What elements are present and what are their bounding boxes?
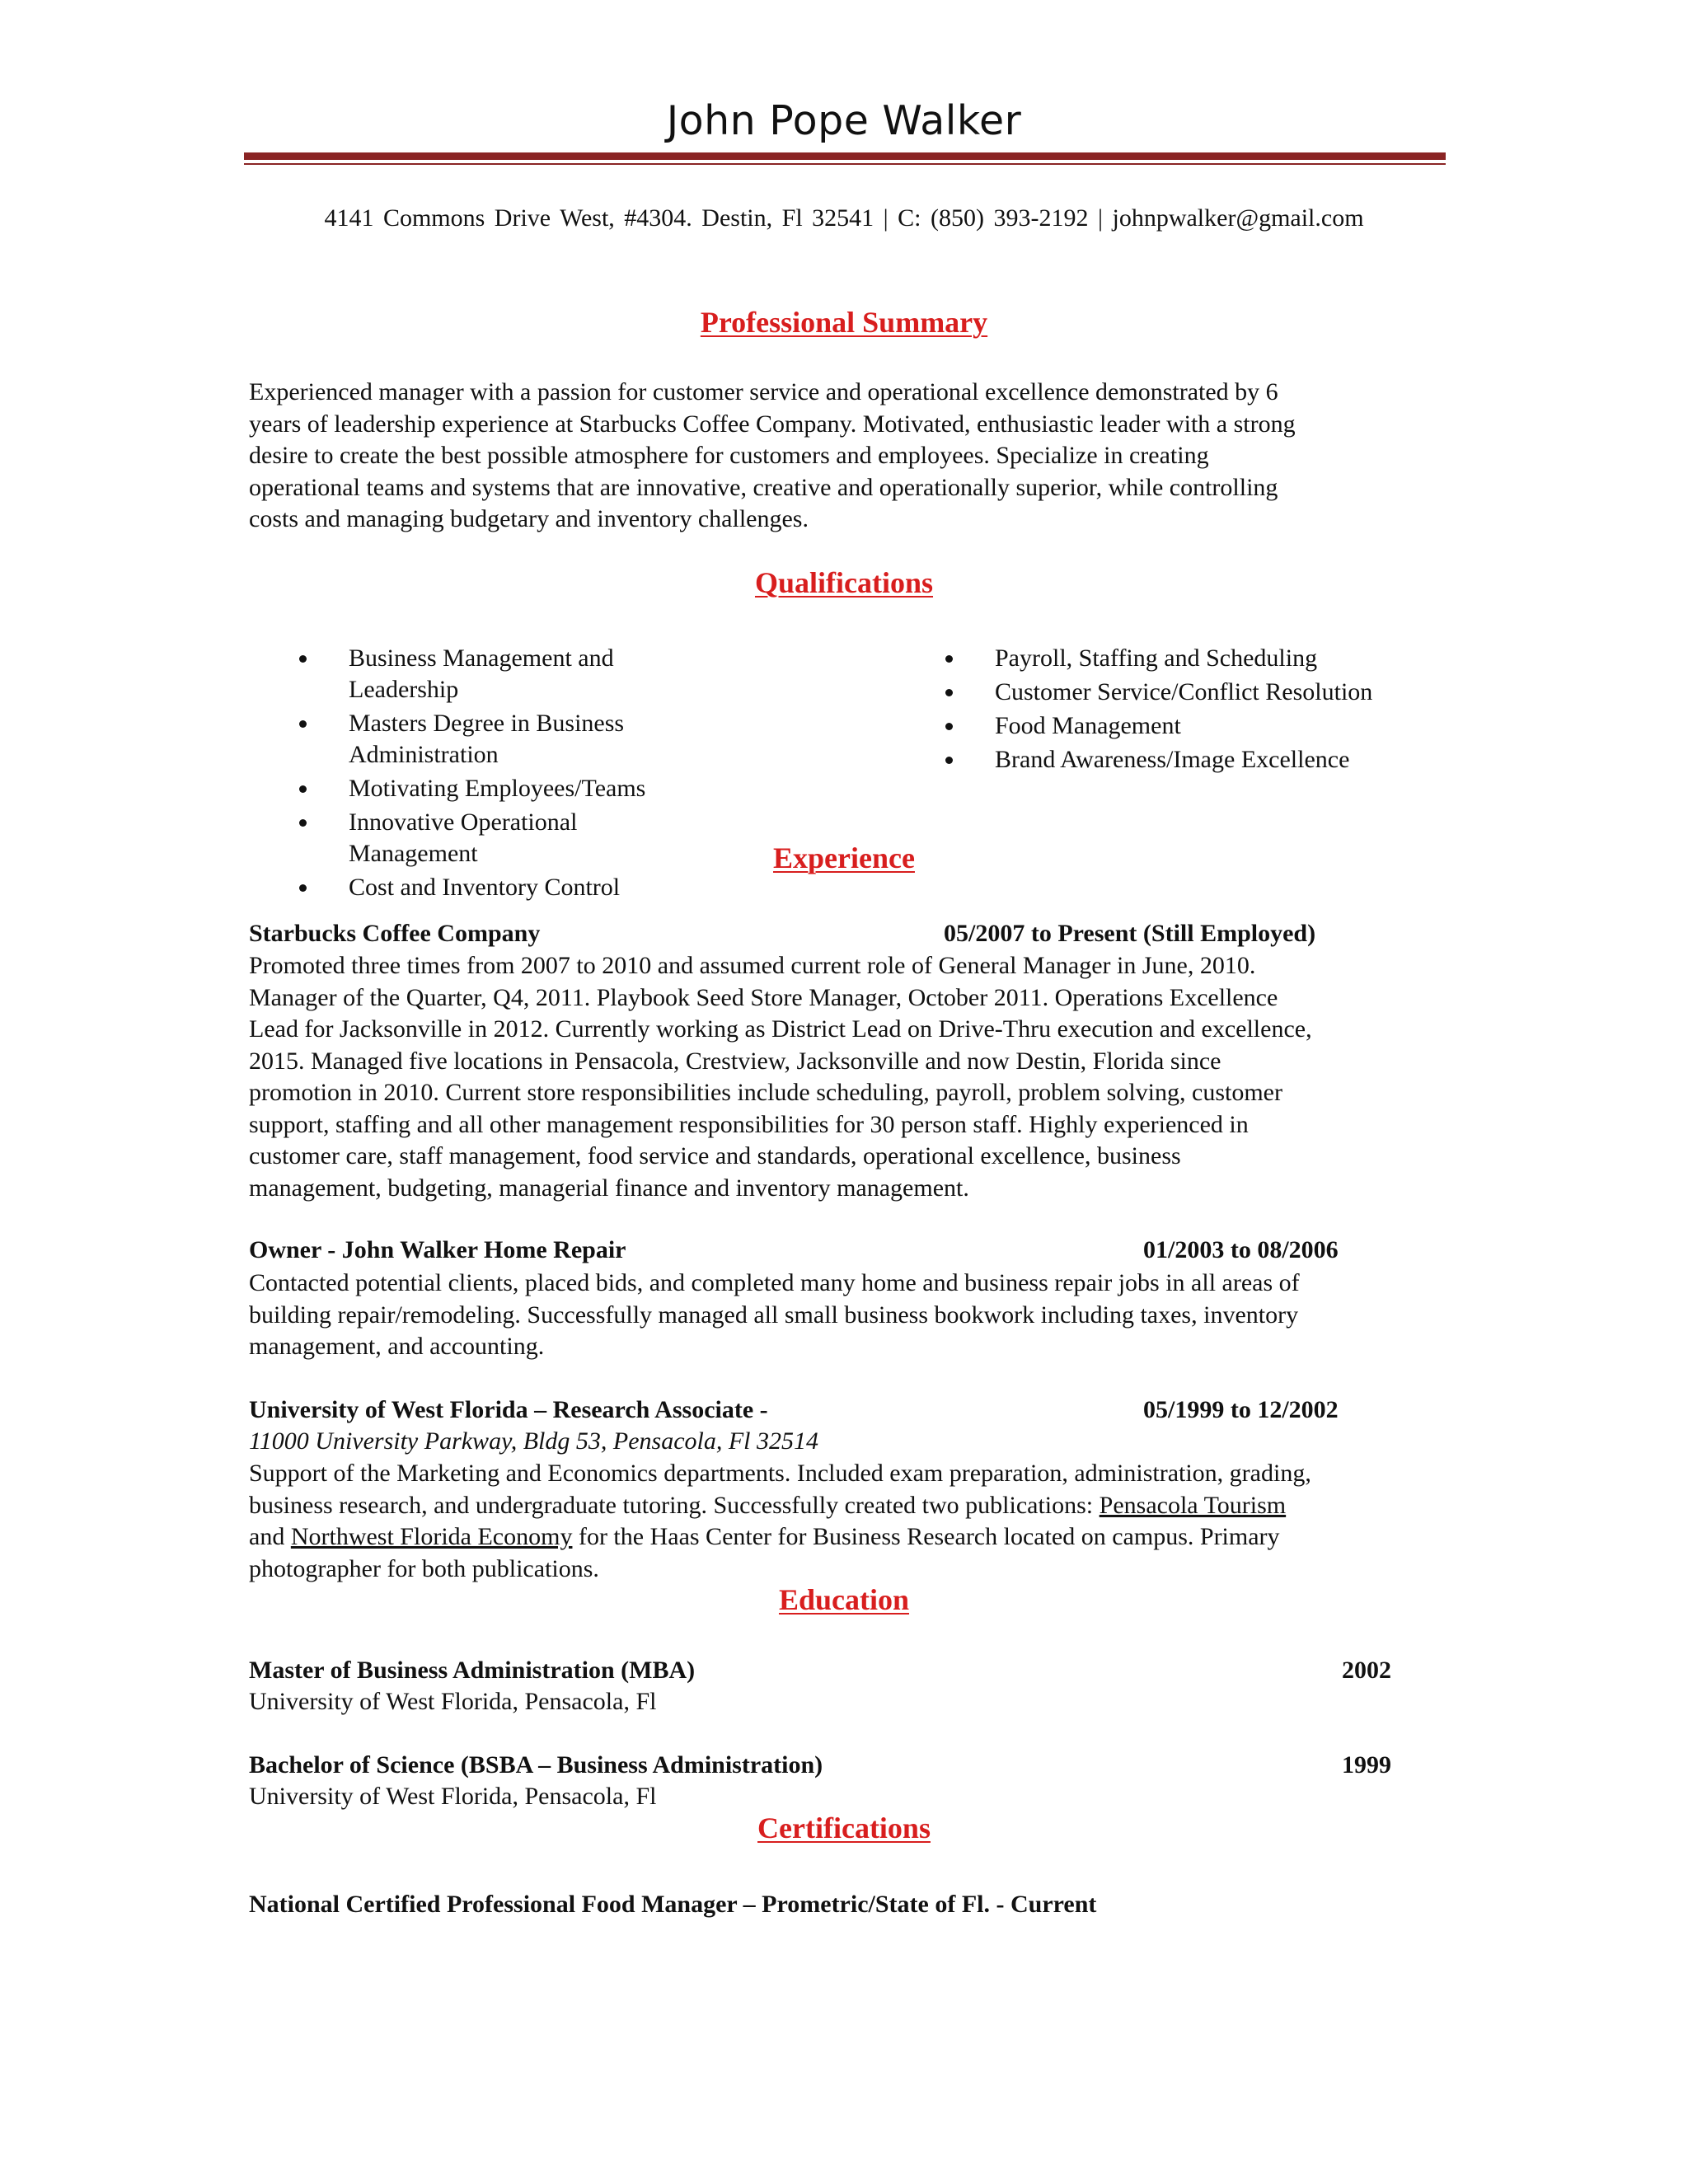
job-description xyxy=(249,1268,1444,1363)
summary-line: operational teams and systems that are innovative, creative and operationally superior, while controlling xyxy=(249,473,1278,501)
job-title: University of West Florida – Research Associate - xyxy=(249,1396,768,1423)
job-description xyxy=(249,1458,1444,1585)
job-line: Manager of the Quarter, Q4, 2011. Playbook Seed Store Manager, October 2011. Operations Excellence xyxy=(249,983,1278,1011)
job-title: Owner - John Walker Home Repair xyxy=(249,1236,626,1263)
job-line: Contacted potential clients, placed bids, and completed many home and business repair jobs in all areas of xyxy=(249,1269,1300,1296)
summary-line: Experienced manager with a passion for customer service and operational excellence demonstrated by 6 xyxy=(249,378,1278,405)
job-line: Support of the Marketing and Economics departments. Included exam preparation, administration, grading, xyxy=(249,1460,1311,1487)
bullet-icon xyxy=(945,689,953,696)
list-item: Innovative Operational Management xyxy=(299,807,687,869)
summary-paragraph xyxy=(249,377,1444,536)
job-line: support, staffing and all other management responsibilities for 30 person staff. Highly experienced in xyxy=(249,1110,1249,1138)
qualifications-list-right xyxy=(945,643,1456,778)
bullet-icon xyxy=(945,655,953,663)
job-line: 2015. Managed five locations in Pensacola, Crestview, Jacksonville and now Destin, Florida since xyxy=(249,1047,1221,1075)
certifications-heading: Certifications xyxy=(757,1811,931,1844)
publication-title: Northwest Florida Economy xyxy=(290,1523,573,1550)
summary-line: years of leadership experience at Starbucks Coffee Company. Motivated, enthusiastic leader with a strong xyxy=(249,410,1296,438)
degree-school: University of West Florida, Pensacola, Fl xyxy=(249,1688,657,1715)
list-item: Business Management and Leadership xyxy=(299,643,687,705)
job-description xyxy=(249,950,1444,1204)
job-address: 11000 University Parkway, Bldg 53, Pensacola, Fl 32514 xyxy=(249,1427,819,1455)
qualifications-heading: Qualifications xyxy=(754,566,934,599)
degree-title: Bachelor of Science (BSBA – Business Administration) xyxy=(249,1751,823,1779)
list-item: Motivating Employees/Teams xyxy=(299,773,687,804)
summary-heading: Professional Summary xyxy=(700,306,988,339)
list-item: Customer Service/Conflict Resolution xyxy=(945,677,1456,708)
bullet-icon xyxy=(945,723,953,730)
contact-line: 4141 Commons Drive West, #4304. Destin, Fl 32541 | C: (850) 393-2192 | johnpwalker@gmail.com xyxy=(324,204,1364,232)
job-line: Lead for Jacksonville in 2012. Currently working as District Lead on Drive-Thru execution and excellence, xyxy=(249,1015,1312,1043)
list-item: Masters Degree in Business Administration xyxy=(299,708,687,771)
job-dates: 05/2007 to Present (Still Employed) xyxy=(944,920,1316,947)
job-line: customer care, staff management, food service and standards, operational excellence, business xyxy=(249,1142,1181,1169)
job-line: Promoted three times from 2007 to 2010 and assumed current role of General Manager in June, 2010. xyxy=(249,952,1256,979)
list-item: Brand Awareness/Image Excellence xyxy=(945,744,1456,776)
job-title: Starbucks Coffee Company xyxy=(249,920,541,947)
candidate-name: John Pope Walker xyxy=(666,97,1022,144)
job-line: building repair/remodeling. Successfully managed all small business bookwork including taxes, inventory xyxy=(249,1301,1299,1329)
summary-line: desire to create the best possible atmosphere for customers and employees. Specialize in creating xyxy=(249,442,1209,469)
publication-title: Pensacola Tourism xyxy=(1099,1491,1287,1519)
summary-line: costs and managing budgetary and inventory challenges. xyxy=(249,505,809,532)
bullet-icon xyxy=(945,757,953,764)
job-line: management, budgeting, managerial finance and inventory management. xyxy=(249,1174,969,1202)
degree-title: Master of Business Administration (MBA) xyxy=(249,1657,696,1684)
job-line: management, and accounting. xyxy=(249,1333,545,1360)
bullet-icon xyxy=(299,819,307,827)
job-line: photographer for both publications. xyxy=(249,1554,599,1582)
job-line: promotion in 2010. Current store responsibilities include scheduling, payroll, problem solving, customer xyxy=(249,1079,1282,1106)
list-item: Payroll, Staffing and Scheduling xyxy=(945,643,1456,674)
job-dates: 01/2003 to 08/2006 xyxy=(1143,1236,1339,1263)
experience-heading: Experience xyxy=(773,841,915,874)
bullet-icon xyxy=(299,884,307,892)
list-item: Cost and Inventory Control xyxy=(299,872,687,903)
bullet-icon xyxy=(299,720,307,728)
degree-school: University of West Florida, Pensacola, Fl xyxy=(249,1783,657,1810)
degree-year: 1999 xyxy=(1342,1751,1391,1779)
education-heading: Education xyxy=(778,1583,910,1616)
certification-item: National Certified Professional Food Manager – Prometric/State of Fl. - Current xyxy=(249,1891,1097,1918)
bullet-icon xyxy=(299,785,307,793)
header-rule-thick xyxy=(244,152,1446,160)
job-line: and Northwest Florida Economy for the Haas Center for Business Research located on campus. Primary xyxy=(249,1523,1280,1550)
list-item: Food Management xyxy=(945,710,1456,742)
job-dates: 05/1999 to 12/2002 xyxy=(1143,1396,1339,1423)
header-rule-thin xyxy=(244,163,1446,165)
bullet-icon xyxy=(299,655,307,663)
degree-year: 2002 xyxy=(1342,1657,1391,1684)
job-line: business research, and undergraduate tutoring. Successfully created two publications: Pensacola Tourism xyxy=(249,1491,1287,1519)
